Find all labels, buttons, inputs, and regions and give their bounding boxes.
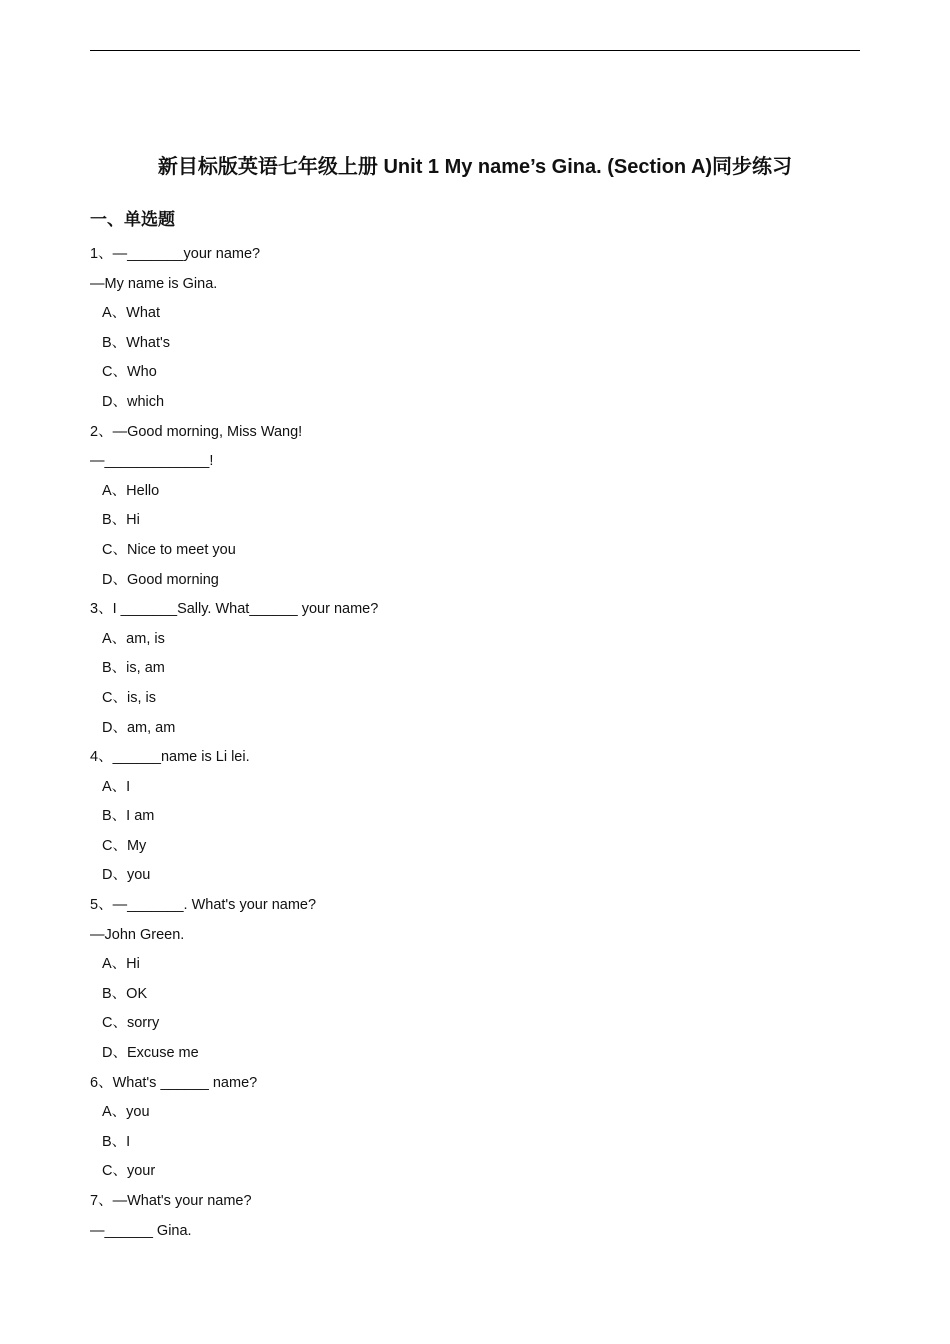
option-a: A、am, is bbox=[102, 630, 165, 647]
question-7 bbox=[90, 1189, 860, 1248]
question-stem: 4、______name is Li lei. bbox=[90, 749, 250, 766]
option-c: C、Nice to meet you bbox=[102, 541, 236, 558]
page-title: 新目标版英语七年级上册 Unit 1 My name’s Gina. (Section A)同步练习 bbox=[157, 156, 793, 178]
question-6 bbox=[90, 1071, 860, 1189]
option-a: A、I bbox=[102, 778, 131, 795]
option-a: A、Hi bbox=[102, 956, 140, 973]
option-c: C、sorry bbox=[102, 1015, 160, 1032]
option-b: B、Hi bbox=[102, 512, 140, 529]
question-4 bbox=[90, 745, 860, 893]
question-stem: 1、—_______your name? bbox=[90, 246, 261, 262]
section-heading: 一、单选题 bbox=[90, 210, 175, 229]
option-d: D、Good morning bbox=[102, 571, 219, 588]
question-1 bbox=[90, 242, 860, 420]
option-b: B、I am bbox=[102, 808, 155, 825]
question-list bbox=[90, 242, 860, 1248]
question-stem: 2、—Good morning, Miss Wang! bbox=[90, 423, 303, 440]
option-d: D、am, am bbox=[102, 719, 176, 736]
question-2 bbox=[90, 420, 860, 598]
question-stem: —______ Gina. bbox=[90, 1222, 192, 1239]
option-b: B、OK bbox=[102, 985, 148, 1002]
option-b: B、I bbox=[102, 1133, 131, 1150]
option-c: C、your bbox=[102, 1163, 156, 1180]
option-a: A、Hello bbox=[102, 482, 160, 499]
question-5 bbox=[90, 893, 860, 1071]
option-b: B、is, am bbox=[102, 660, 165, 677]
question-stem: 5、—_______. What's your name? bbox=[90, 897, 317, 914]
question-3 bbox=[90, 597, 860, 745]
option-c: C、Who bbox=[102, 364, 157, 381]
option-c: C、My bbox=[102, 837, 147, 854]
header-rule bbox=[90, 50, 860, 51]
question-stem: 3、I _______Sally. What______ your name? bbox=[90, 601, 379, 618]
option-a: A、What bbox=[102, 305, 161, 322]
question-stem: —John Green. bbox=[90, 926, 185, 943]
question-stem: —My name is Gina. bbox=[90, 275, 218, 292]
option-b: B、What's bbox=[102, 334, 171, 351]
question-stem: 6、What's ______ name? bbox=[90, 1074, 258, 1091]
option-a: A、you bbox=[102, 1104, 150, 1121]
option-d: D、which bbox=[102, 393, 165, 410]
option-c: C、is, is bbox=[102, 689, 156, 706]
question-stem: —_____________! bbox=[90, 453, 214, 470]
question-stem: 7、—What's your name? bbox=[90, 1193, 252, 1209]
option-d: D、Excuse me bbox=[102, 1045, 199, 1062]
option-d: D、you bbox=[102, 867, 151, 884]
